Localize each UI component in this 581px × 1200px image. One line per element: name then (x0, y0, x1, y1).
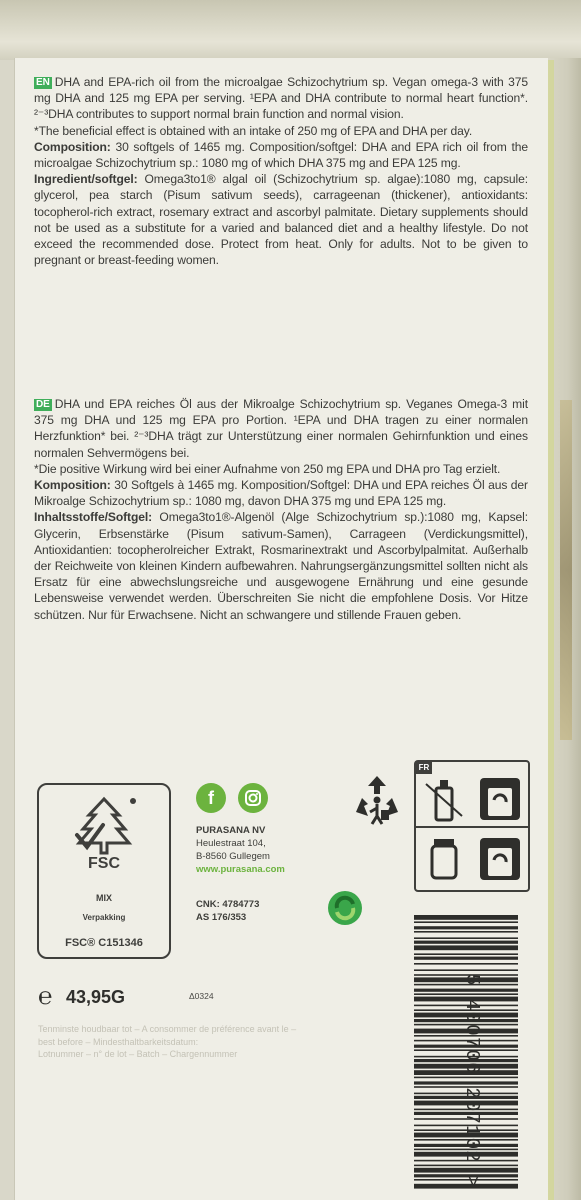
lot-number-line: Lotnummer – n° de lot – Batch – Chargennummer (38, 1049, 238, 1060)
barcode (380, 895, 520, 1195)
barcode-bar (414, 941, 518, 944)
company-website: www.purasana.com (196, 864, 285, 875)
company-name: PURASANA NV (196, 825, 266, 836)
language-tag-en: EN (36, 77, 50, 88)
fsc-mix-label: MIX (95, 893, 112, 903)
german-intro: DE DHA und EPA reiches Öl aus der Mikroalge Schizochytrium sp. Veganes Omega-3 mit 375 mg DHA und 125 mg EPA pro Portion. ¹EPA und DHA tragen zu einer normalen Herzfunktion* bei. ²⁻³DHA trägt zur Unterstützung einer normalen Gehirnfunktion und eines normalen Sehvermögens bei. (34, 397, 528, 460)
triman-sorting-box (414, 760, 530, 892)
english-ingredients: Ingredient/softgel: Omega3to1® algal oil (Schizochytrium sp. algae):1080 mg, capsule: glycerol, pea starch (Pisum sativum seeds), carrageenan (thickener), antioxidants: tocopherol-rich extract, rosemary extract and ascorbyl palmitate. Dietary supplements should not be used as a substitute for a varied and balanced diet and a healthy lifestyle. Do not exceed the recommended dose. Protect from heat. Only for adults. Not to be given to pregnant or breast-feeding women. (34, 172, 528, 268)
german-section (34, 396, 528, 623)
version-code: Δ0324 (189, 991, 214, 1001)
weight-value: 43,95G (66, 987, 126, 1007)
bottle-icon (422, 776, 466, 822)
sorting-bin-icon (478, 776, 522, 822)
lime-accent-bar (548, 60, 554, 1200)
company-street: Heulestraat 104, (196, 838, 266, 849)
as-code: AS 176/353 (196, 912, 247, 923)
english-composition: Composition: 30 softgels of 1465 mg. Composition/softgel: DHA and EPA rich oil from the microalgae Schizochytrium sp.: 1080 mg of which DHA 375 mg and EPA 125 mg. (34, 139, 528, 171)
fsc-material-label: Verpakking (82, 913, 126, 922)
german-composition: Komposition: 30 Softgels à 1465 mg. Komposition/Softgel: DHA und EPA reiches Öl aus der Mikroalge Schizochytrium sp.: 1080 mg, davon DHA 375 mg und EPA 125 mg. (34, 478, 528, 509)
german-note: *Die positive Wirkung wird bei einer Aufnahme von 250 mg EPA und DHA pro Tag erzielt. (34, 461, 501, 476)
fsc-tree-icon (69, 795, 139, 859)
english-section (34, 74, 528, 268)
company-address (196, 824, 285, 876)
triman-country: FR (416, 762, 432, 774)
german-ingredients: Inhaltsstoffe/Softgel: Omega3to1®-Algenöl (Alge Schizochytrium sp.):1080 mg, Kapsel: Glycerin, Erbsenstärke (Pisum sativum-Samen), Carrageen (Verdickungsmittel), Antioxidantien: tocopherolreicher Extrakt, Rosmarinextrakt und Ascorbylpalmitat. Außerhalb der Reichweite von kleinen Kindern aufbewahren. Nahrungsergänzungsmittel sollten nicht als Ersatz für eine abwechslungsreiche und ausgewogene Ernährung und eine gesunde Lebensweise verwendet werden. Überschreiten Sie nicht die empfohlene Dosis. Vor Hitze schützen. Nur für Erwachsene. Nicht an schwangere und stillende Frauen geben. (34, 510, 529, 622)
best-before-line-2: best before – Mindesthaltbarkeitsdatum: (38, 1036, 199, 1047)
product-codes (196, 898, 259, 924)
jar-icon (422, 836, 466, 882)
barcode-bar (414, 915, 518, 920)
english-note: *The beneficial effect is obtained with an intake of 250 mg of EPA and DHA per day. (34, 123, 473, 138)
tidyman-recycle-icon (348, 772, 406, 830)
language-tag-de: DE (36, 399, 50, 410)
side-gold-stripe (560, 400, 572, 740)
sorting-bin-icon-2 (478, 836, 522, 882)
triman-divider (416, 826, 528, 828)
barcode-bar (414, 931, 518, 933)
cnk-code: CNK: 4784773 (196, 899, 260, 910)
barcode-bar (414, 945, 518, 950)
green-dot-icon (327, 890, 363, 926)
barcode-bar (414, 937, 518, 939)
best-before-line: Tenminste houdbaar tot – A consommer de préférence avant le – (38, 1024, 297, 1034)
fsc-wordmark: FSC (88, 855, 120, 872)
barcode-bar (414, 926, 518, 929)
estimated-sign: ℮ (38, 983, 53, 1010)
barcode-digits: 5 400706 207102 > (461, 973, 483, 1189)
company-city: B-8560 Gullegem (196, 851, 270, 862)
english-intro: EN DHA and EPA-rich oil from the microalgae Schizochytrium sp. Vegan omega-3 with 375 mg DHA and 125 mg EPA per serving. ¹EPA and DHA contribute to normal heart function*. ²⁻³DHA contributes to support normal brain function and normal vision. (34, 75, 528, 122)
barcode-bar (414, 921, 518, 923)
instagram-icon (238, 783, 268, 813)
box-top-edge (0, 0, 581, 60)
date-lot-text (38, 1023, 368, 1061)
fsc-logo-box (37, 783, 171, 959)
fsc-license-code: FSC® C151346 (65, 937, 143, 949)
facebook-icon: f (196, 783, 226, 813)
